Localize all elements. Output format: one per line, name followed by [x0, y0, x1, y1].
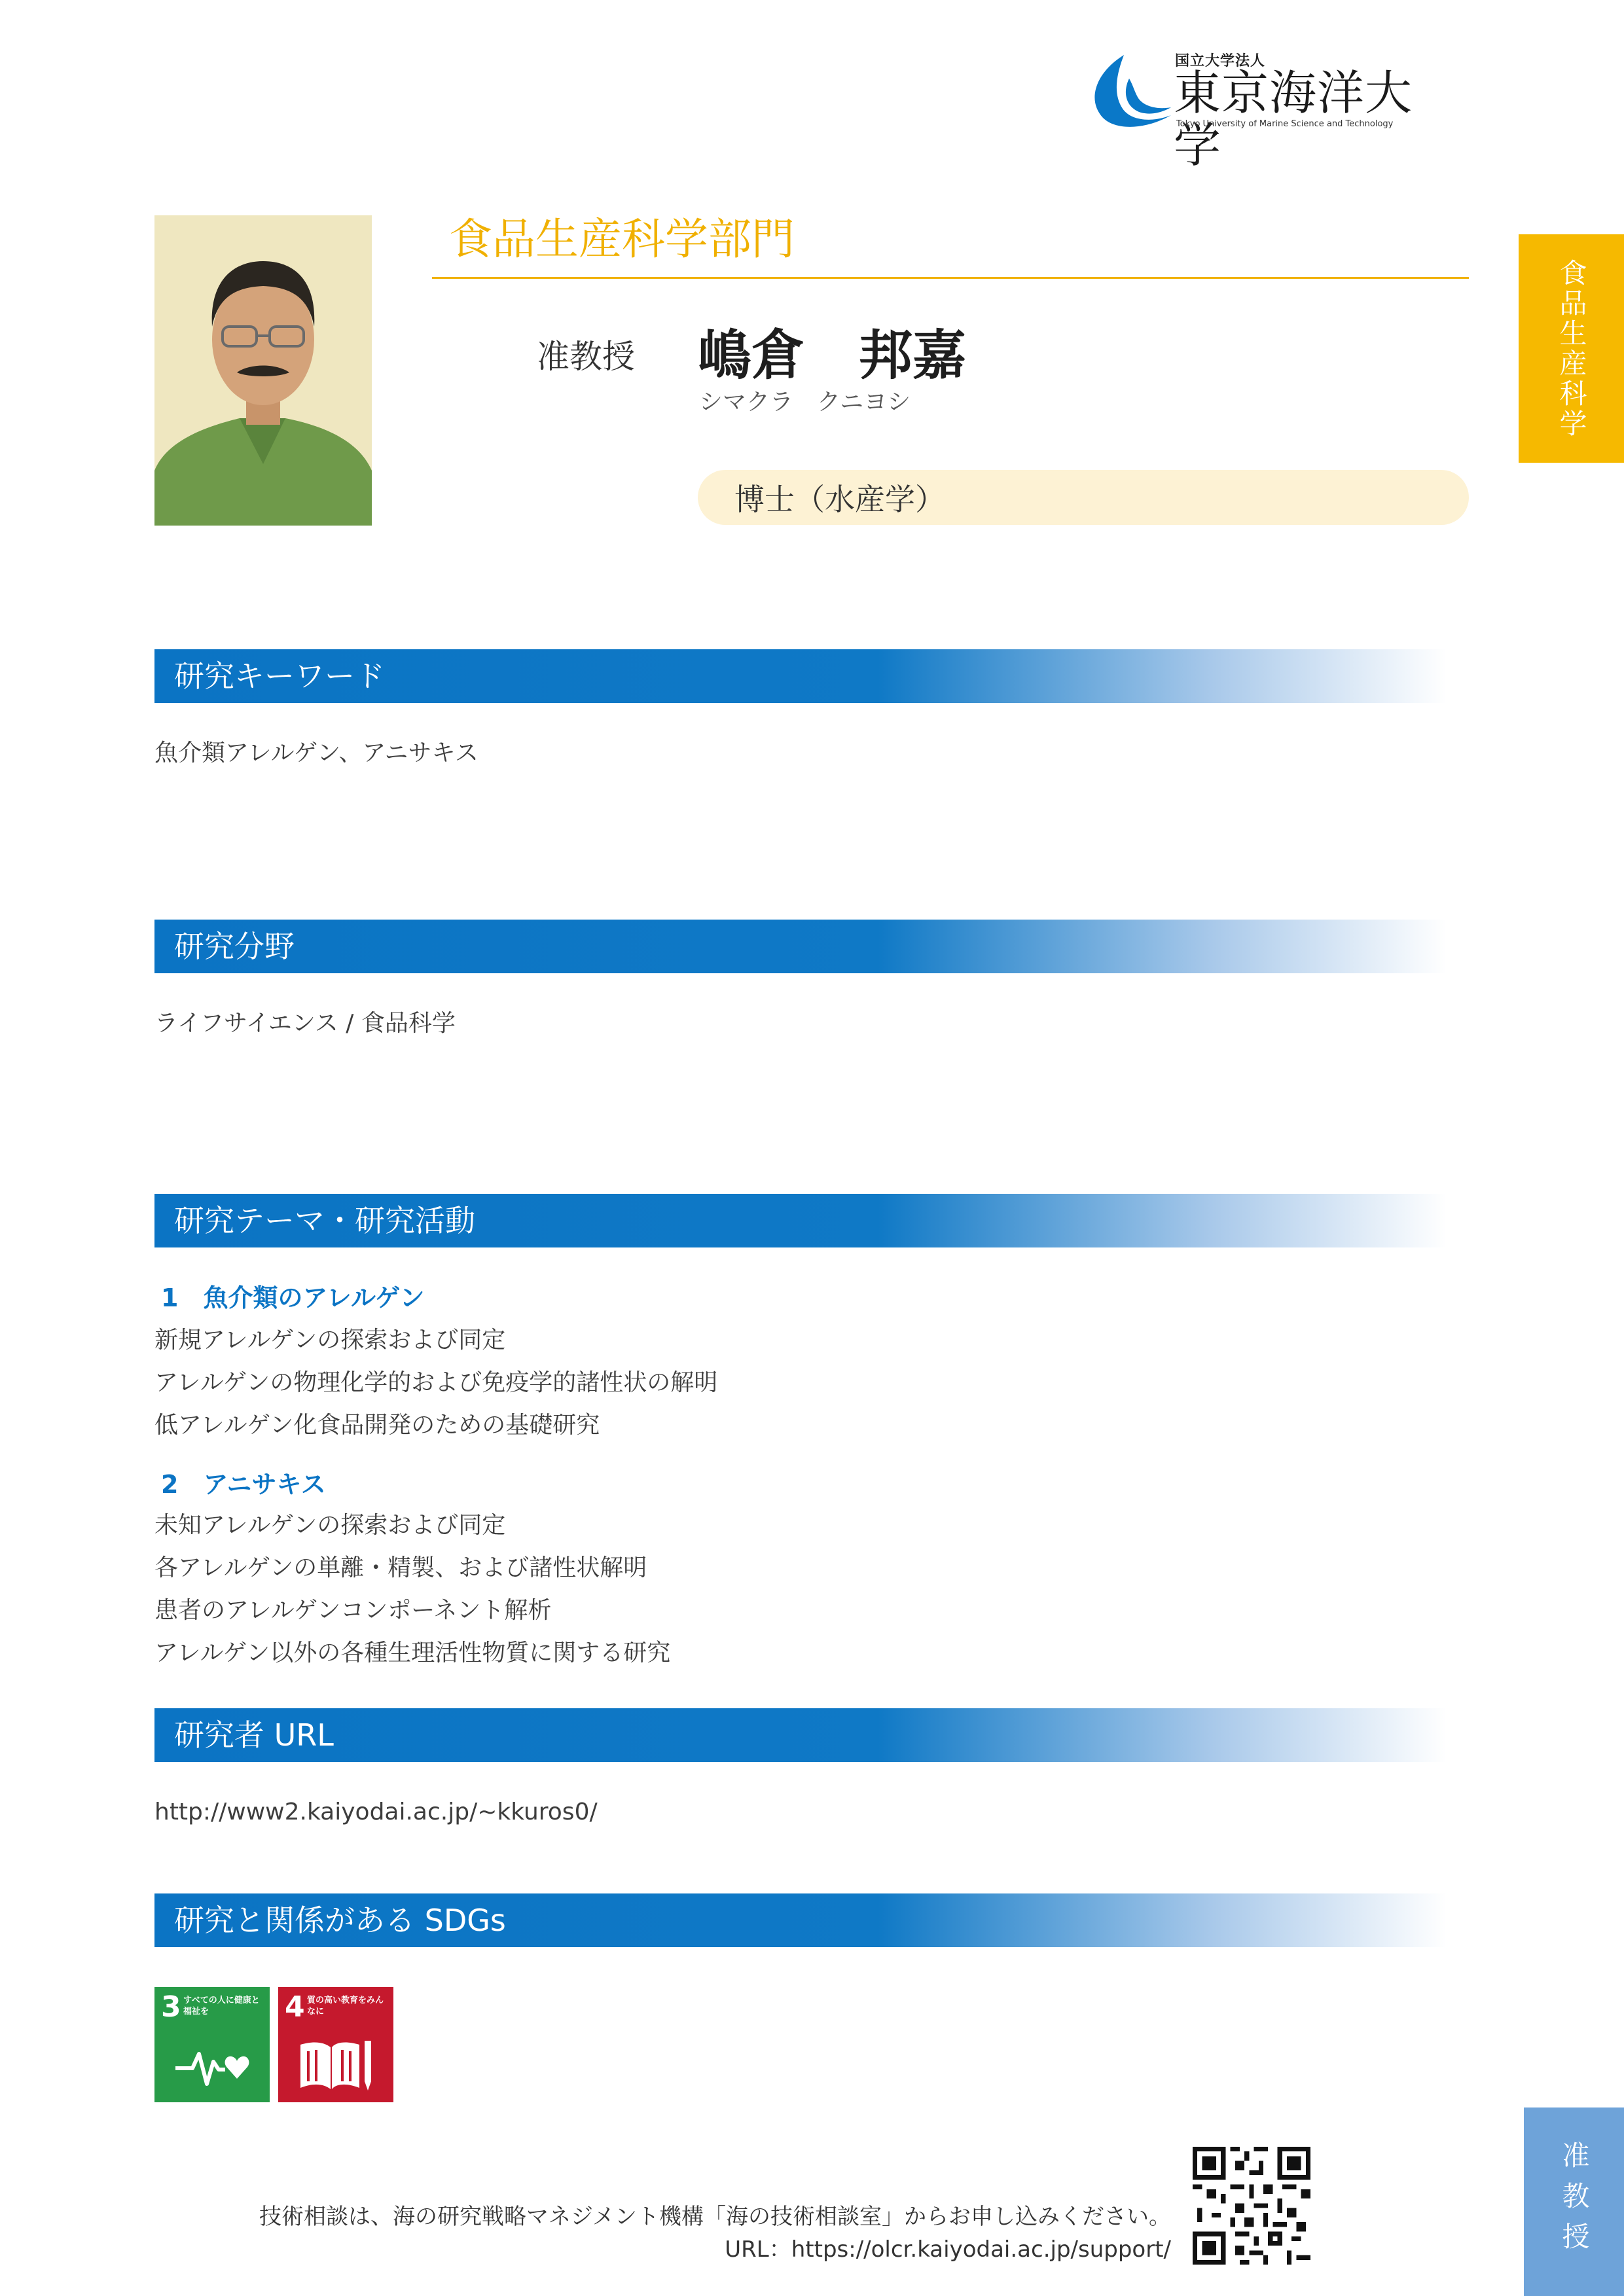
theme-item: 患者のアレルゲンコンポーネント解析: [154, 1597, 552, 1624]
portrait-icon: [154, 215, 372, 526]
sdg-goal-4: [278, 1987, 393, 2102]
sdg-goal-number: 3: [161, 1990, 181, 2024]
section-keywords-title: 研究キーワード: [174, 658, 385, 694]
field-text: ライフサイエンス / 食品科学: [154, 1010, 456, 1037]
degree-badge: [698, 470, 1469, 525]
university-logo: [1083, 47, 1450, 173]
theme-heading: 2 アニサキス: [161, 1470, 326, 1499]
logo-prefix: 国立大学法人: [1175, 53, 1266, 69]
section-themes-title: 研究テーマ・研究活動: [174, 1203, 475, 1238]
book-pencil-icon: [297, 2032, 375, 2094]
section-sdgs-header: [154, 1893, 1447, 1947]
researcher-name: 嶋倉 邦嘉: [698, 325, 967, 387]
sdg-goal-number: 4: [285, 1990, 305, 2024]
theme-item: 新規アレルゲンの探索および同定: [154, 1327, 506, 1354]
theme-item: 低アレルゲン化食品開発のための基礎研究: [154, 1412, 600, 1439]
department-underline: [432, 277, 1469, 279]
section-url-header: [154, 1708, 1447, 1762]
side-tab-rank: [1524, 2108, 1624, 2296]
section-field-title: 研究分野: [174, 929, 295, 964]
footer-consultation-note: 技術相談は、海の研究戦略マネジメント機構「海の技術相談室」からお申し込みください。: [259, 2204, 1171, 2230]
theme-item: アレルゲンの物理化学的および免疫学的諸性状の解明: [154, 1369, 718, 1396]
sdg-goal-label: 質の高い教育をみんなに: [307, 1996, 384, 2017]
section-sdgs-title: 研究と関係がある SDGs: [174, 1903, 506, 1938]
researcher-url-link[interactable]: http://www2.kaiyodai.ac.jp/~kkuros0/: [154, 1799, 598, 1825]
heartbeat-icon: [173, 2032, 251, 2094]
logo-english: Tokyo University of Marine Science and Technology: [1176, 119, 1394, 129]
theme-heading: 1 魚介類のアレルゲン: [161, 1283, 425, 1312]
theme-item: 各アレルゲンの単離・精製、および諸性状解明: [154, 1554, 647, 1581]
department-title: 食品生産科学部門: [449, 214, 795, 264]
section-field-header: [154, 920, 1447, 973]
section-themes-header: [154, 1194, 1447, 1247]
researcher-name-kana: シマクラ クニヨシ: [699, 389, 911, 416]
sdg-goal-3: [154, 1987, 270, 2102]
profile-photo: [154, 215, 372, 526]
section-url-title: 研究者 URL: [174, 1717, 334, 1753]
side-tab-department-label: 食品生産科学: [1555, 258, 1588, 439]
theme-item: 未知アレルゲンの探索および同定: [154, 1512, 506, 1539]
keywords-text: 魚介類アレルゲン、アニサキス: [154, 740, 478, 766]
sdg-goal-label: すべての人に健康と福祉を: [183, 1996, 260, 2017]
degree-text: 博士（水産学）: [734, 482, 945, 517]
section-keywords-header: [154, 649, 1447, 703]
rank-label: 准教授: [537, 338, 635, 376]
qr-code-icon[interactable]: [1193, 2147, 1310, 2265]
footer-support-url[interactable]: URL：https://olcr.kaiyodai.ac.jp/support/: [725, 2236, 1171, 2263]
side-tab-department: [1519, 234, 1624, 463]
university-wave-logo-icon: [1083, 52, 1174, 130]
theme-item: アレルゲン以外の各種生理活性物質に関する研究: [154, 1640, 671, 1666]
logo-name: 東京海洋大学: [1174, 65, 1413, 173]
side-tab-rank-label: 准教授: [1558, 2141, 1591, 2263]
